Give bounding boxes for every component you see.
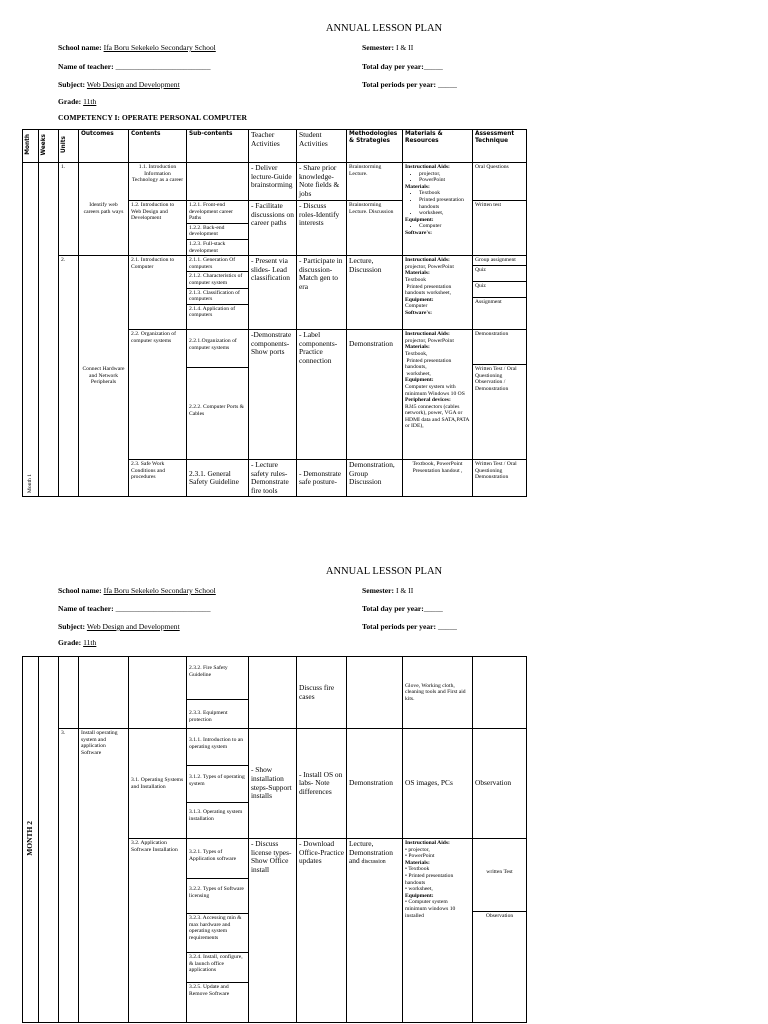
materials-2-3-cell: Textbook, PowerPoint Presentation handout ,	[403, 460, 473, 497]
content-blank-cell	[129, 657, 187, 729]
teacher-3-2-cell: - Discuss license types-Show Office install	[249, 839, 297, 1023]
sub-2-3-2: 2.3.2. Fire Safety Guideline	[187, 657, 248, 700]
sub-1-1-cell	[187, 163, 249, 201]
total-periods-field: Total periods per year: _____	[362, 80, 457, 89]
method-1-2-cell: Brainstorming Lecture. Discussion	[347, 201, 403, 256]
materials-fire-cell: Glove, Working cloth, cleaning tools and First aid kits.	[403, 657, 473, 729]
total-periods-field-2: Total periods per year: _____	[362, 622, 457, 631]
outcome-2-cell: Connect Hardware and Network Peripherals	[79, 256, 129, 497]
sub-2-2-cell	[187, 330, 249, 460]
outcome-1-cell: Identify web careers path ways	[79, 163, 129, 256]
header-teacher-activities: Teacher Activities	[249, 130, 297, 163]
header-outcomes: Outcomes	[79, 130, 129, 163]
sub-1-2-3: 1.2.3. Full-stack development	[189, 240, 226, 254]
sub-2-3-3: 2.3.3. Equipment protection	[189, 710, 228, 723]
header-student-activities: Student Activities	[297, 130, 347, 163]
sub-3-2-2: 3.2.2. Types of Software licensing	[187, 879, 248, 914]
assess-2-2a: Demonstration	[473, 330, 526, 365]
page1-title: ANNUAL LESSON PLAN	[325, 23, 443, 34]
student-2-1-cell: - Participate in discussion-Match gen to era	[297, 256, 347, 330]
sub-1-2-1: 1.2.1. Front-end development career Paths	[187, 201, 248, 224]
teacher-2-1-cell: - Present via slides- Lead classification	[249, 256, 297, 330]
teacher-2-3-cell: - Lecture safety rules-Demonstrate fire tools	[249, 460, 297, 497]
outcome-3-cell: Install operating system and application Software	[79, 729, 129, 1023]
materials-3-1-cell: OS images, PCs	[403, 729, 473, 839]
assess-2-1c: Quiz	[473, 282, 526, 298]
student-3-2-cell: - Download Office-Practice updates	[297, 839, 347, 1023]
school-name-field: School name: Ifa Boru Sekekelo Secondary School	[58, 43, 216, 52]
header-weeks: Weeks	[39, 130, 59, 163]
content-2-1-cell: 2.1. Introduction to Computer	[129, 256, 187, 330]
assess-3-2a: written Test	[473, 839, 526, 912]
total-day-field: Total day per year:_____	[362, 62, 443, 71]
sub-2-1-1: 2.1.1. Generation Of computers	[187, 256, 248, 272]
method-2-2-cell: Demonstration	[347, 330, 403, 460]
content-3-2-cell: 3.2. Application Software Installation	[129, 839, 187, 1023]
teacher-name-field-2: Name of teacher: _________________________	[58, 604, 211, 613]
teacher-1-1-cell: - Deliver lecture-Guide brainstorming	[249, 163, 297, 201]
sub-2-1-3: 2.1.3. Classification of computers	[187, 289, 248, 305]
method-3-2-cell: Lecture, Demonstration and discussion	[347, 839, 403, 1023]
method-3-1-cell: Demonstration	[347, 729, 403, 839]
sub-1-2-cell	[187, 201, 249, 256]
assess-2-3-cell: Written Test / Oral Questioning Demonstration	[473, 460, 527, 497]
assess-1-2-cell: Written test	[473, 201, 527, 256]
method-2-1-cell: Lecture, Discussion	[347, 256, 403, 330]
sub-3-1-2: 3.1.2. Types of operating system	[187, 766, 248, 803]
unit-3-cell: 3.	[59, 729, 79, 1023]
materials-3-2-cell: Instructional Aids: • projector, • PowerPoint Materials: • Textbook • Printed presentation handouts • worksheet, Equipment: • Computer system minimum windows 10 installed	[403, 839, 473, 1023]
sub-3-1-cell	[187, 729, 249, 839]
total-day-field-2: Total day per year:_____	[362, 604, 443, 613]
assess-2-2-cell	[473, 330, 527, 460]
student-2-3-cell: - Demonstrate safe posture-	[297, 460, 347, 497]
assess-3-1-cell: Observation	[473, 729, 527, 839]
sub-3-2-5: 3.2.5. Update and Remove Software	[189, 984, 230, 997]
teacher-3-1-cell: - Show installation steps-Support installs	[249, 729, 297, 839]
content-1-2-cell: 1.2. Introduction to Web Design and Development	[129, 201, 187, 256]
sub-2-3-1-cell: 2.3.1. General Safety Guideline	[187, 460, 249, 497]
lesson-plan-table-2	[22, 656, 527, 1023]
competency-heading: COMPETENCY I: OPERATE PERSONAL COMPUTER	[58, 113, 248, 122]
assess-fire-cell	[473, 657, 527, 729]
month-2-cell: MONTH 2	[23, 657, 39, 1023]
content-2-3-cell: 2.3. Safe Work Conditions and procedures	[129, 460, 187, 497]
month-cell: Month 1	[23, 163, 39, 497]
unit-2-cell: 2.	[59, 256, 79, 497]
outcome-blank-cell	[79, 657, 129, 729]
school-name-field-2: School name: Ifa Boru Sekekelo Secondary School	[58, 586, 216, 595]
sub-2-1-4: 2.1.4. Application of computers	[189, 305, 236, 319]
subject-field-2: Subject: Web Design and Development	[58, 622, 180, 631]
sub-3-1-1: 3.1.1. Introduction to an operating system	[187, 729, 248, 766]
header-contents: Contents	[129, 130, 187, 163]
sub-2-2-2: 2.2.2. Computer Ports & Cables	[189, 404, 245, 417]
lesson-plan-table-1	[22, 129, 527, 497]
assess-1-1-cell: Oral Questions	[473, 163, 527, 201]
header-methodologies: Methodologies & Strategies	[347, 130, 403, 163]
sub-3-2-3: 3.2.3. Accessing min & max hardware and operating system requirements	[187, 914, 248, 953]
materials-3-cell: Instructional Aids: projector, PowerPoint Materials: Textbook, Printed presentation handouts, worksheet, Equipment: Computer system with minimum Windows 10 OS Peripheral devices: RJ45 connectors (cables network), power, VGA or HDMI data and SATA,PATA or IDE),	[403, 330, 473, 460]
weeks-cell	[39, 163, 59, 497]
teacher-name-field: Name of teacher: _________________________	[58, 62, 211, 71]
assess-2-1-cell	[473, 256, 527, 330]
sub-3-2-4: 3.2.4. Install, configure, & launch office applications	[187, 953, 248, 983]
sub-2-1-cell	[187, 256, 249, 330]
sub-2-2-1: 2.2.1.Organization of computer systems	[187, 330, 248, 368]
materials-1-cell: Instructional Aids: • projector, • PowerPoint Materials: • Textbook • Printed presentation handouts • worksheet, Equipment: • Computer Software's:	[403, 163, 473, 256]
header-subcontents: Sub-contents	[187, 130, 249, 163]
unit-blank-cell	[59, 657, 79, 729]
sub-3-2-1: 3.2.1. Types of Application software	[187, 839, 248, 879]
semester-field-2: Semester: I & II	[362, 586, 414, 595]
page2-title: ANNUAL LESSON PLAN	[325, 566, 443, 577]
header-month: Month	[23, 130, 39, 163]
subject-field: Subject: Web Design and Development	[58, 80, 180, 89]
student-1-1-cell: - Share prior knowledge-Note fields & jobs	[297, 163, 347, 201]
header-units: Units	[59, 130, 79, 163]
assess-2-1a: Group assignment	[473, 256, 526, 266]
assess-2-1d: Assignment	[475, 298, 502, 305]
content-1-1-cell: 1.1. Introduction Information Technology as a career	[129, 163, 187, 201]
assess-2-2b: Written Test / Oral Questioning Observation / Demonstration	[475, 366, 517, 392]
materials-2-cell: Instructional Aids: projector, PowerPoint Materials: Textbook Printed presentation handouts worksheet, Equipment: Computer Software's:	[403, 256, 473, 330]
weeks-2-cell	[39, 657, 59, 1023]
teacher-fire-cell	[249, 657, 297, 729]
student-3-1-cell: - Install OS on labs- Note differences	[297, 729, 347, 839]
teacher-2-2-cell: -Demonstrate components- Show ports	[249, 330, 297, 460]
student-1-2-cell: - Discuss roles-Identify interests	[297, 201, 347, 256]
student-2-2-cell: - Label components-Practice connection	[297, 330, 347, 460]
teacher-1-2-cell: - Facilitate discussions on career paths	[249, 201, 297, 256]
header-assessment: Assessment Technique	[473, 130, 527, 163]
sub-3-1-3: 3.1.3. Operating system installation	[189, 809, 243, 822]
header-materials: Materials & Resources	[403, 130, 473, 163]
sub-3-2-cell	[187, 839, 249, 1023]
sub-1-2-2: 1.2.2. Back-end development	[187, 224, 248, 240]
sub-2-1-2: 2.1.2. Characteristics of computer system	[187, 272, 248, 288]
assess-3-2b: Observation	[485, 913, 514, 919]
method-2-3-cell: Demonstration, Group Discussion	[347, 460, 403, 497]
grade-field: Grade: 11th	[58, 97, 97, 106]
content-2-2-cell: 2.2. Organization of computer systems	[129, 330, 187, 460]
method-fire-cell	[347, 657, 403, 729]
student-fire-cell: Discuss fire cases	[297, 657, 347, 729]
grade-field-2: Grade: 11th	[58, 638, 97, 647]
content-3-1-cell: 3.1. Operating Systems and Installation	[129, 729, 187, 839]
assess-3-2-cell	[473, 839, 527, 1023]
sub-2-3-cont-cell	[187, 657, 249, 729]
method-1-1-cell: Brainstorming Lecture.	[347, 163, 403, 201]
semester-field: Semester: I & II	[362, 43, 414, 52]
unit-1-cell: 1.	[59, 163, 79, 256]
assess-2-1b: Quiz	[473, 266, 526, 282]
